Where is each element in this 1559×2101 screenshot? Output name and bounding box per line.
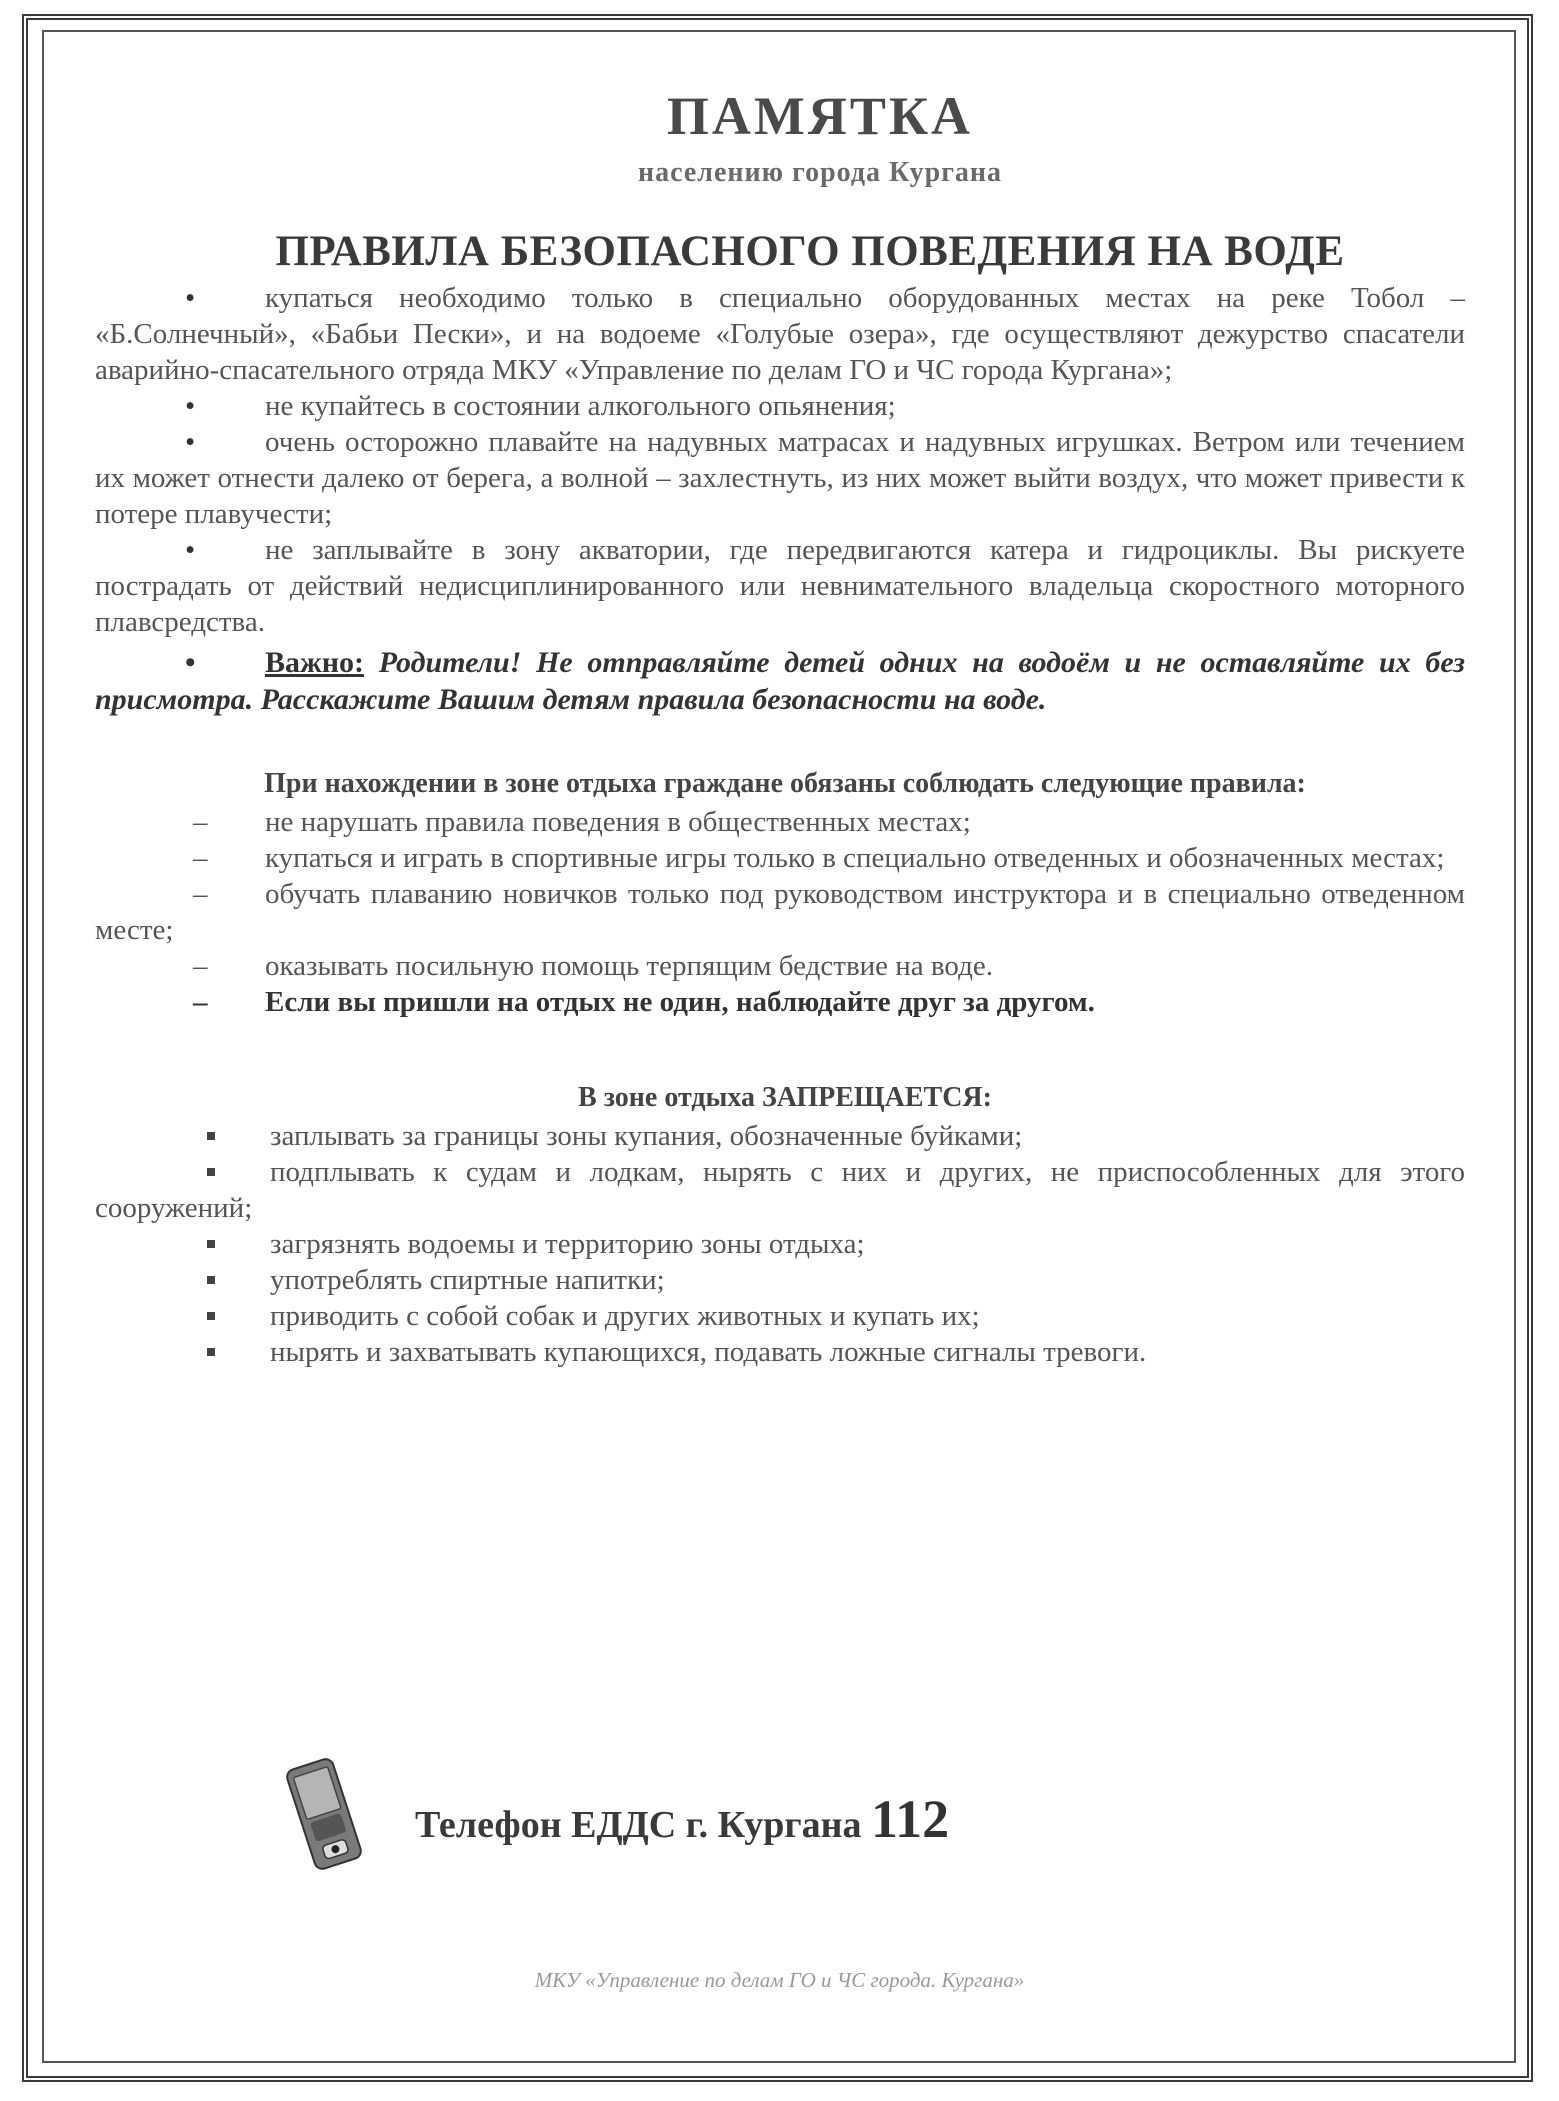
mobile-phone-icon — [282, 1754, 367, 1874]
dash-icon: – — [193, 878, 208, 910]
important-label: Важно: — [265, 646, 365, 679]
prohibited-item: подплывать к судам и лодкам, нырять с них и других, не приспособленных для этого сооружений; — [95, 1156, 1465, 1224]
dash-icon: – — [193, 842, 208, 874]
document-subtitle: населению города Кургана — [637, 157, 1003, 188]
dash-icon: – — [193, 950, 208, 982]
phone-label: Телефон ЕДДС г. Кургана — [415, 1804, 862, 1846]
obligations-heading: При нахождении в зоне отдыха граждане обязаны соблюдать следующие правила: — [264, 768, 1306, 799]
square-bullet-icon — [207, 1348, 215, 1356]
bullet-icon: • — [185, 426, 196, 458]
obligation-item-emphasis: – Если вы пришли на отдых не один, наблюдайте друг за другом. — [193, 986, 1095, 1018]
rule-item: • купаться необходимо только в специально оборудованных местах на реке Тобол – «Б.Солнечный», «Бабьи Пески», и на водоеме «Голубые озера», где осуществляют дежурство спасатели аварийно-спасательного отряда МКУ «Управление по делам ГО и ЧС города Кургана»; — [95, 282, 1465, 386]
prohibited-item: приводить с собой собак и других животных и купать их; — [95, 1298, 1465, 1334]
obligation-item: – оказывать посильную помощь терпящим бедствие на воде. — [193, 950, 993, 982]
phone-number[interactable]: 112 — [871, 1789, 950, 1849]
square-bullet-icon — [207, 1276, 215, 1284]
rule-item: • очень осторожно плавайте на надувных матрасах и надувных игрушках. Ветром или течением их может отнести далеко от берега, а волной – захлестнуть, из них может выйти воздух, что может привести к потере плавучести; — [95, 426, 1465, 530]
rule-item: • не заплывайте в зону акватории, где передвигаются катера и гидроциклы. Вы рискуете пострадать от действий недисциплинированного или невнимательного владельца скоростного моторного плавсредства. — [95, 534, 1465, 638]
rule-item: • не купайтесь в состоянии алкогольного опьянения; — [185, 390, 896, 422]
prohibited-item: заплывать за границы зоны купания, обозначенные буйками; — [95, 1118, 1465, 1154]
square-bullet-icon — [207, 1240, 215, 1248]
prohibited-item: употреблять спиртные напитки; — [95, 1262, 1465, 1298]
important-text: Родители! Не отправляйте детей одних на водоём и не оставляйте их без присмотра. Расскажите Вашим детям правила безопасности на воде. — [95, 646, 1465, 716]
obligation-item: – обучать плаванию новичков только под руководством инструктора и в специально отведенном месте; — [95, 878, 1465, 946]
phone-text — [415, 1788, 949, 1850]
square-bullet-icon — [207, 1132, 215, 1140]
bullet-icon: • — [185, 646, 196, 679]
important-note — [95, 644, 1465, 718]
section-heading-main: ПРАВИЛА БЕЗОПАСНОГО ПОВЕДЕНИЯ НА ВОДЕ — [275, 228, 1345, 275]
obligation-item: – не нарушать правила поведения в общественных местах; — [193, 806, 971, 838]
footer-text: МКУ «Управление по делам ГО и ЧС города. Кургана» — [534, 1968, 1025, 1992]
square-bullet-icon — [207, 1168, 215, 1176]
dash-icon: – — [193, 806, 208, 838]
dash-icon: – — [193, 986, 208, 1018]
document-body — [95, 85, 1465, 1370]
prohibited-item: нырять и захватывать купающихся, подавать ложные сигналы тревоги. — [95, 1334, 1465, 1370]
phone-block — [270, 1750, 1170, 1890]
bullet-icon: • — [185, 534, 196, 566]
document-title: ПАМЯТКА — [666, 86, 974, 146]
bullet-icon: • — [185, 282, 196, 314]
obligation-item: – купаться и играть в спортивные игры только в специально отведенных и обозначенных местах; — [193, 842, 1445, 874]
prohibited-item: загрязнять водоемы и территорию зоны отдыха; — [95, 1226, 1465, 1262]
square-bullet-icon — [207, 1312, 215, 1320]
bullet-icon: • — [185, 390, 196, 422]
prohibited-heading: В зоне отдыха ЗАПРЕЩАЕТСЯ: — [578, 1082, 992, 1113]
